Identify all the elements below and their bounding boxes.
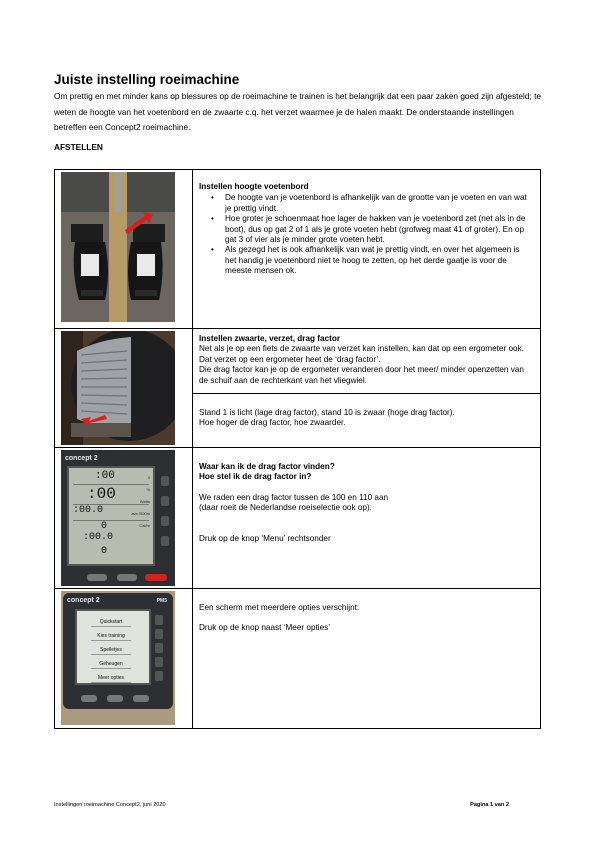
table-row <box>55 170 541 329</box>
intro-paragraph: Om prettig en met minder kans op blessures op de roeimachine te trainen is het belangrijk dat een paar zaken goed zijn afgesteld; te weten de hoogte van het voetenbord en de zwaarte c.q. het verzet waarmee je de halen maakt. De onderstaande instellingen betreffen een Concept2 roeimachine. <box>54 91 542 132</box>
menu-item-spelletjes: Spelletjes <box>91 645 131 655</box>
flywheel-image <box>61 331 175 445</box>
find-heading-2: Hoe stel ik de drag factor in? <box>199 472 312 482</box>
screen-value-1: 0 <box>73 520 149 532</box>
menu-text-2: Druk op de knop naast ‘Meer opties’ <box>199 623 331 633</box>
concept2-logo: concept 2 <box>67 597 100 604</box>
list-item: • Als gezegd het is ook afhankelijk van wat je prettig vindt, en over het algemeen is het handig je voetenbord niet te hoog te zetten, op het derde gaatje is voor de meeste mensen ok. <box>199 245 534 276</box>
screen-value-3: 0 <box>101 546 108 557</box>
drag-text-cell <box>193 329 541 394</box>
screen-value-2: :00.0 <box>83 532 114 543</box>
find-heading-1: Waar kan ik de drag factor vinden? <box>199 462 335 471</box>
monitor-screen <box>67 466 155 566</box>
menu-text-cell <box>193 589 541 729</box>
footboard-heading: Instellen hoogte voetenbord <box>199 182 309 191</box>
menu-photo <box>61 591 175 725</box>
drag-scale-cell <box>193 394 541 448</box>
screen-time-1: :00 <box>95 470 115 482</box>
monitor-photo <box>61 450 175 586</box>
drag-text-3: Stand 1 is licht (lage drag factor), stand 10 is zwaar (hoge drag factor). <box>199 408 455 417</box>
side-button[interactable] <box>155 671 163 681</box>
side-button[interactable] <box>155 643 163 653</box>
side-button[interactable] <box>155 615 163 625</box>
section-heading: AFSTELLEN <box>54 142 103 152</box>
document-title: Juiste instelling roeimachine <box>54 72 240 87</box>
screen-units: 0 % Watts ave /500m Cal/hr <box>131 475 150 528</box>
flywheel-photo-cell <box>55 329 193 448</box>
list-item: • Hoe groter je schoenmaat hoe lager de hakken van je voetenbord zet (net als in de boot), dus op gat 2 of 1 als je grote voeten hebt (grofweg maat 41 of groter). En op gat 3 of vier als je minder grote voeten hebt. <box>199 214 534 245</box>
units-button[interactable] <box>87 574 107 581</box>
monitor-body <box>63 593 173 709</box>
side-button[interactable] <box>161 516 169 526</box>
drag-text-4: Hoe hoger de drag factor, hoe zwaarder. <box>199 418 346 428</box>
menu-item-geheugen: Geheugen <box>91 659 131 669</box>
footboard-image <box>61 172 175 322</box>
menu-item-meer-opties: Meer opties <box>91 673 131 683</box>
side-button[interactable] <box>161 476 169 486</box>
screen-time-2: :00 <box>73 484 149 503</box>
drag-text-1: Net als je op een fiets de zwaarte van verzet kan instellen, kan dat op een ergometer ook. Dat verzet op een ergometer heet de ‘drag factor’. <box>199 344 524 364</box>
find-text-1: We raden een drag factor tussen de 100 en 110 aan <box>199 492 389 502</box>
units-button[interactable] <box>81 695 97 702</box>
list-item: • De hoogte van je voetenbord is afhankelijk van de grootte van je voeten en van wat je prettig vindt. <box>199 193 534 214</box>
flywheel-photo <box>61 331 175 445</box>
menu-item-quickstart: Quickstart <box>91 617 131 627</box>
table-row <box>55 329 541 394</box>
footboard-photo <box>61 172 175 322</box>
footboard-bullets <box>199 193 534 276</box>
footboard-text-cell <box>193 170 541 329</box>
drag-text-2: Die drag factor kan je op de ergometer veranderen door het meer/ minder openzetten van de schuif aan de rechterkant van het vliegwiel. <box>199 365 524 385</box>
footer-left: Instellingen roeimachine Concept2, juni 2020 <box>54 802 166 808</box>
display-button[interactable] <box>117 574 137 581</box>
table-row <box>55 448 541 589</box>
monitor-menu-screen <box>75 609 151 685</box>
find-text-2: (daar roeit de Nederlandse roeiselectie ook op). <box>199 503 372 513</box>
menu-button[interactable] <box>145 574 167 581</box>
pm5-label: PM5 <box>156 598 167 604</box>
side-button[interactable] <box>155 629 163 639</box>
instructions-table <box>54 169 541 729</box>
concept2-logo: concept 2 <box>65 455 98 462</box>
find-text-3: Druk op de knop ‘Menu’ rechtsonder <box>199 533 331 543</box>
menu-item-kies-training: Kies training <box>91 631 131 641</box>
footboard-photo-cell <box>55 170 193 329</box>
side-button[interactable] <box>155 657 163 667</box>
menu-photo-cell <box>55 589 193 729</box>
find-text-cell <box>193 448 541 589</box>
side-button[interactable] <box>161 496 169 506</box>
screen-pace: :00.0 <box>73 504 149 516</box>
monitor-photo-cell <box>55 448 193 589</box>
display-button[interactable] <box>107 695 123 702</box>
menu-button[interactable] <box>133 695 149 702</box>
footer-page-number: Pagina 1 van 2 <box>470 802 509 808</box>
side-button[interactable] <box>161 536 169 546</box>
table-row <box>55 589 541 729</box>
menu-text-1: Een scherm met meerdere opties verschijnt: <box>199 603 360 612</box>
drag-heading: Instellen zwaarte, verzet, drag factor <box>199 334 341 343</box>
